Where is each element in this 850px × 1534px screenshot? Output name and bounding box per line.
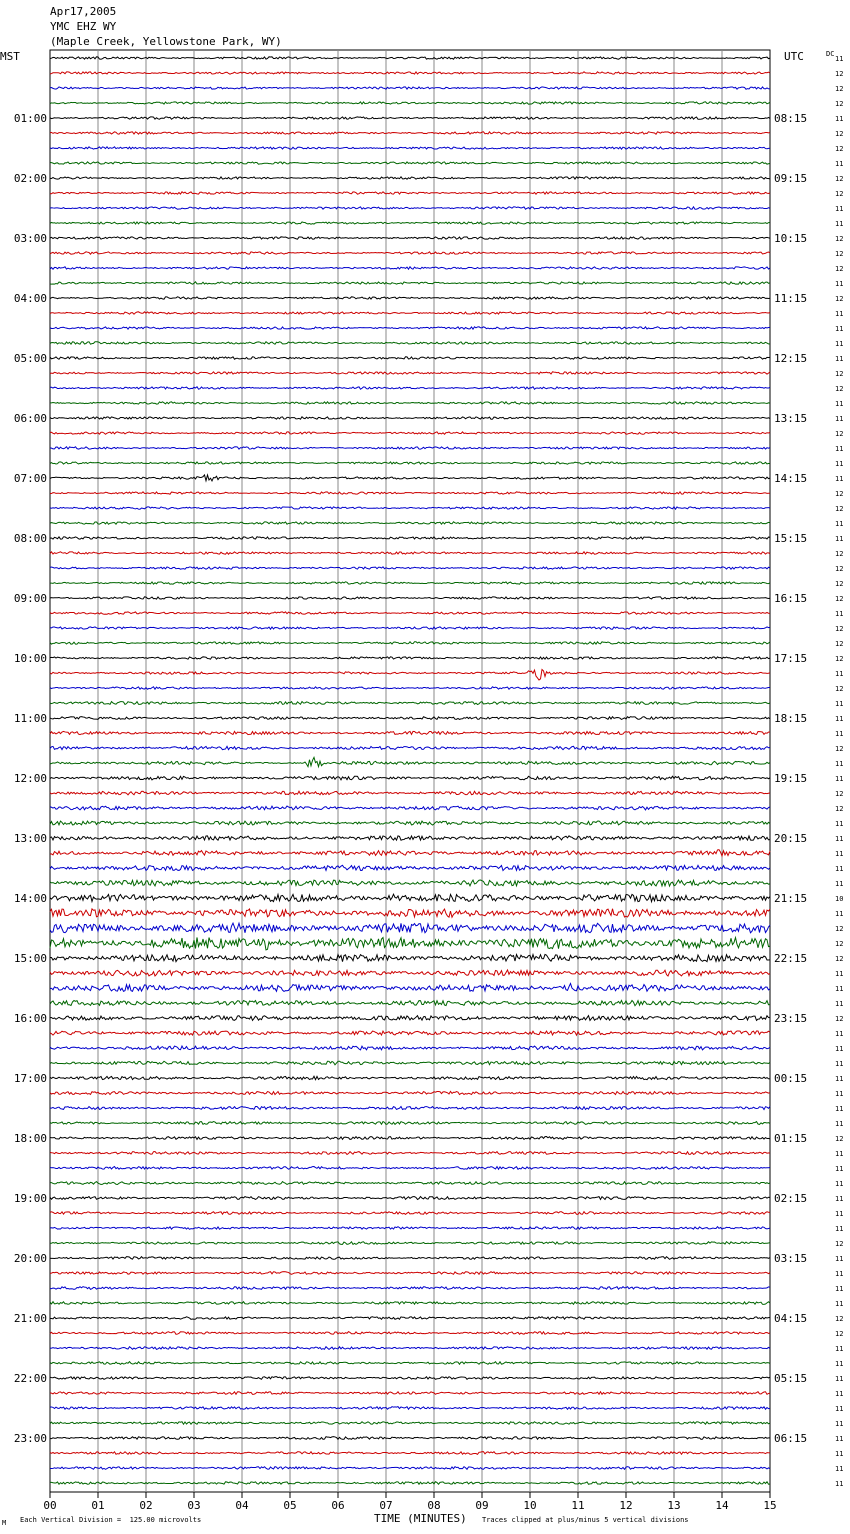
seismic-trace: [50, 821, 770, 825]
seismic-trace: [50, 1167, 770, 1170]
x-tick-label: 11: [571, 1499, 585, 1512]
trace-value-label: 11: [835, 1375, 844, 1383]
trace-value-label: 11: [835, 670, 844, 678]
seismic-trace: [50, 1061, 770, 1065]
trace-value-label: 12: [835, 145, 844, 153]
seismic-trace: [50, 147, 770, 149]
trace-value-label: 12: [835, 430, 844, 438]
mst-time-label: 19:00: [13, 1192, 47, 1205]
trace-value-label: 11: [835, 1300, 844, 1308]
seismic-trace: [50, 1482, 770, 1485]
trace-value-label: 11: [835, 700, 844, 708]
trace-value-label: 11: [835, 1180, 844, 1188]
utc-time-label: 18:15: [774, 712, 808, 725]
utc-time-label: 20:15: [774, 832, 808, 845]
trace-value-label: 11: [835, 520, 844, 528]
x-tick-label: 08: [427, 1499, 441, 1512]
plot-date: Apr17,2005: [50, 5, 117, 18]
footer-clip: Traces clipped at plus/minus 5 vertical divisions: [482, 1516, 689, 1524]
trace-value-label: 11: [835, 340, 844, 348]
mst-time-label: 17:00: [13, 1072, 47, 1085]
seismic-trace: [50, 836, 770, 840]
seismic-trace: [50, 1242, 770, 1245]
trace-value-label: 11: [835, 310, 844, 318]
x-tick-label: 12: [619, 1499, 633, 1512]
seismic-trace: [50, 402, 770, 404]
mst-time-label: 03:00: [13, 232, 47, 245]
seismic-trace: [50, 1467, 770, 1470]
trace-value-label: 11: [835, 1435, 844, 1443]
seismic-trace: [50, 222, 770, 224]
seismic-trace: [50, 880, 770, 886]
utc-time-label: 05:15: [774, 1372, 808, 1385]
seismic-trace: [50, 731, 770, 734]
seismic-trace: [50, 669, 770, 680]
trace-value-label: 12: [835, 1240, 844, 1248]
plot-station: YMC EHZ WY: [50, 20, 117, 33]
trace-value-label: 12: [835, 940, 844, 948]
seismic-trace: [50, 462, 770, 464]
seismic-trace: [50, 1046, 770, 1050]
mst-time-label: 15:00: [13, 952, 47, 965]
utc-time-label: 19:15: [774, 772, 808, 785]
trace-value-label: 11: [835, 1285, 844, 1293]
seismic-trace: [50, 492, 770, 494]
seismic-trace: [50, 757, 770, 766]
seismic-trace: [50, 776, 770, 780]
trace-value-label: 11: [835, 1270, 844, 1278]
trace-value-label: 12: [835, 265, 844, 273]
trace-value-label: 12: [835, 625, 844, 633]
seismic-trace: [50, 297, 770, 299]
x-tick-label: 09: [475, 1499, 489, 1512]
seismic-trace: [50, 522, 770, 524]
trace-value-label: 11: [835, 1165, 844, 1173]
seismic-trace: [50, 417, 770, 419]
trace-value-label: 11: [835, 865, 844, 873]
trace-value-label: 12: [835, 595, 844, 603]
trace-value-label: 12: [835, 580, 844, 588]
utc-time-label: 15:15: [774, 532, 808, 545]
seismic-trace: [50, 237, 770, 239]
seismic-trace: [50, 507, 770, 509]
mst-time-label: 01:00: [13, 112, 47, 125]
trace-value-label: 12: [835, 565, 844, 573]
seismic-trace: [50, 582, 770, 584]
trace-value-label: 12: [835, 1135, 844, 1143]
mst-time-label: 14:00: [13, 892, 47, 905]
utc-time-label: 04:15: [774, 1312, 808, 1325]
trace-value-label: 11: [835, 1030, 844, 1038]
utc-time-label: 10:15: [774, 232, 808, 245]
trace-value-label: 11: [835, 160, 844, 168]
utc-time-label: 02:15: [774, 1192, 808, 1205]
trace-value-label: 11: [835, 1210, 844, 1218]
seismic-trace: [50, 1212, 770, 1215]
mst-time-label: 11:00: [13, 712, 47, 725]
trace-value-label: 12: [835, 370, 844, 378]
seismic-trace: [50, 612, 770, 614]
trace-value-label: 12: [835, 745, 844, 753]
x-tick-label: 14: [715, 1499, 729, 1512]
trace-value-label: 11: [835, 400, 844, 408]
trace-value-label: 11: [835, 715, 844, 723]
trace-value-label: 12: [835, 385, 844, 393]
utc-time-label: 13:15: [774, 412, 808, 425]
trace-value-label: 11: [835, 1465, 844, 1473]
trace-value-label: 11: [835, 1225, 844, 1233]
trace-value-label: 12: [835, 685, 844, 693]
utc-time-label: 01:15: [774, 1132, 808, 1145]
mst-time-label: 02:00: [13, 172, 47, 185]
x-tick-label: 01: [91, 1499, 105, 1512]
utc-time-label: 21:15: [774, 892, 808, 905]
utc-time-label: 08:15: [774, 112, 808, 125]
trace-value-label: 11: [835, 460, 844, 468]
trace-value-label: 12: [835, 655, 844, 663]
mst-time-label: 12:00: [13, 772, 47, 785]
trace-value-label: 11: [835, 1105, 844, 1113]
seismic-trace: [50, 342, 770, 344]
seismic-trace: [50, 1377, 770, 1380]
trace-value-label: 12: [835, 175, 844, 183]
trace-value-label: 11: [835, 415, 844, 423]
seismic-trace: [50, 1152, 770, 1155]
seismic-trace: [50, 252, 770, 254]
trace-value-label: 12: [835, 130, 844, 138]
seismic-trace: [50, 1016, 770, 1021]
seismic-trace: [50, 1392, 770, 1395]
x-tick-label: 02: [139, 1499, 153, 1512]
seismic-trace: [50, 937, 770, 950]
trace-value-label: 12: [835, 505, 844, 513]
seismic-trace: [50, 1452, 770, 1455]
seismic-trace: [50, 702, 770, 705]
x-axis-title: TIME (MINUTES): [374, 1512, 467, 1525]
trace-value-label: 11: [835, 535, 844, 543]
trace-value-label: 11: [835, 880, 844, 888]
mst-time-label: 20:00: [13, 1252, 47, 1265]
seismic-trace: [50, 162, 770, 164]
x-tick-label: 04: [235, 1499, 249, 1512]
trace-value-label: 11: [835, 55, 844, 63]
trace-value-label: 12: [835, 925, 844, 933]
x-tick-label: 06: [331, 1499, 345, 1512]
utc-time-label: 09:15: [774, 172, 808, 185]
seismic-trace: [50, 327, 770, 329]
x-tick-label: 15: [763, 1499, 777, 1512]
trace-value-label: 11: [835, 220, 844, 228]
seismic-trace: [50, 475, 770, 481]
utc-time-label: 17:15: [774, 652, 808, 665]
trace-value-label: 11: [835, 1480, 844, 1488]
seismic-trace: [50, 72, 770, 74]
seismic-trace: [50, 1091, 770, 1094]
trace-value-label: 11: [835, 835, 844, 843]
seismic-trace: [50, 970, 770, 976]
mst-time-label: 16:00: [13, 1012, 47, 1025]
seismic-trace: [50, 1422, 770, 1425]
trace-value-label: 11: [835, 205, 844, 213]
trace-value-label: 12: [835, 955, 844, 963]
mst-time-label: 22:00: [13, 1372, 47, 1385]
seismic-trace: [50, 627, 770, 629]
trace-value-label: 11: [835, 1450, 844, 1458]
seismic-trace: [50, 894, 770, 901]
seismic-trace: [50, 717, 770, 720]
trace-value-label: 11: [835, 475, 844, 483]
seismic-trace: [50, 57, 770, 59]
trace-value-label: 11: [835, 1420, 844, 1428]
seismic-trace: [50, 567, 770, 569]
seismic-trace: [50, 850, 770, 856]
utc-time-label: 06:15: [774, 1432, 808, 1445]
utc-time-label: 23:15: [774, 1012, 808, 1025]
trace-value-label: 11: [835, 985, 844, 993]
trace-value-label: 12: [835, 70, 844, 78]
trace-value-label: 11: [835, 1405, 844, 1413]
seismic-trace: [50, 1437, 770, 1440]
utc-time-label: 14:15: [774, 472, 808, 485]
seismic-trace: [50, 1122, 770, 1125]
seismic-trace: [50, 372, 770, 374]
trace-value-label: 12: [835, 790, 844, 798]
trace-value-label: 12: [835, 100, 844, 108]
mst-time-label: 05:00: [13, 352, 47, 365]
seismic-trace: [50, 312, 770, 314]
x-tick-label: 05: [283, 1499, 297, 1512]
dc-label: DC: [826, 50, 835, 58]
seismic-trace: [50, 1407, 770, 1410]
right-axis-label: UTC: [784, 50, 804, 63]
x-tick-label: 07: [379, 1499, 393, 1512]
seismic-trace: [50, 282, 770, 284]
seismic-trace: [50, 954, 770, 961]
trace-value-label: 11: [835, 1060, 844, 1068]
trace-value-label: 12: [835, 85, 844, 93]
trace-value-label: 12: [835, 1015, 844, 1023]
seismic-trace: [50, 1287, 770, 1290]
trace-value-label: 11: [835, 820, 844, 828]
seismic-trace: [50, 657, 770, 659]
trace-value-label: 11: [835, 1255, 844, 1263]
seismic-trace: [50, 102, 770, 104]
trace-value-label: 11: [835, 730, 844, 738]
trace-value-label: 12: [835, 1315, 844, 1323]
trace-value-label: 11: [835, 760, 844, 768]
seismic-trace: [50, 1137, 770, 1140]
seismic-trace: [50, 192, 770, 194]
trace-value-label: 11: [835, 775, 844, 783]
trace-value-label: 12: [835, 250, 844, 258]
utc-time-label: 16:15: [774, 592, 808, 605]
trace-value-label: 12: [835, 490, 844, 498]
utc-time-label: 12:15: [774, 352, 808, 365]
seismic-trace: [50, 177, 770, 179]
trace-value-label: 11: [835, 1195, 844, 1203]
seismic-trace: [50, 1197, 770, 1200]
mst-time-label: 23:00: [13, 1432, 47, 1445]
trace-value-label: 12: [835, 805, 844, 813]
trace-value-label: 12: [835, 190, 844, 198]
seismic-trace: [50, 1347, 770, 1350]
trace-value-label: 12: [835, 640, 844, 648]
trace-value-label: 11: [835, 280, 844, 288]
mst-time-label: 06:00: [13, 412, 47, 425]
utc-time-label: 22:15: [774, 952, 808, 965]
mst-time-label: 09:00: [13, 592, 47, 605]
seismic-trace: [50, 267, 770, 269]
seismic-trace: [50, 984, 770, 992]
plot-location: (Maple Creek, Yellowstone Park, WY): [50, 35, 282, 48]
utc-time-label: 00:15: [774, 1072, 808, 1085]
trace-value-label: 11: [835, 1345, 844, 1353]
trace-value-label: 11: [835, 610, 844, 618]
trace-value-label: 11: [835, 1075, 844, 1083]
seismic-trace: [50, 1031, 770, 1035]
seismic-trace: [50, 865, 770, 870]
trace-value-label: 11: [835, 970, 844, 978]
trace-value-label: 12: [835, 295, 844, 303]
trace-value-label: 11: [835, 910, 844, 918]
trace-value-label: 12: [835, 550, 844, 558]
seismic-trace: [50, 909, 770, 917]
seismic-trace: [50, 642, 770, 644]
footer-scale: Each Vertical Division = 125.00 microvolts: [20, 1516, 202, 1524]
seismic-trace: [50, 357, 770, 359]
left-axis-label: MST: [0, 50, 20, 63]
seismic-trace: [50, 746, 770, 749]
mst-time-label: 08:00: [13, 532, 47, 545]
mst-time-label: 04:00: [13, 292, 47, 305]
x-tick-label: 03: [187, 1499, 201, 1512]
seismic-trace: [50, 1106, 770, 1109]
trace-value-label: 11: [835, 115, 844, 123]
seismic-trace: [50, 1302, 770, 1305]
seismic-trace: [50, 387, 770, 389]
mst-time-label: 13:00: [13, 832, 47, 845]
seismic-trace: [50, 597, 770, 599]
seismic-trace: [50, 806, 770, 810]
x-tick-label: 13: [667, 1499, 681, 1512]
trace-value-label: 11: [835, 325, 844, 333]
trace-value-label: 11: [835, 1045, 844, 1053]
utc-time-label: 03:15: [774, 1252, 808, 1265]
mst-time-label: 07:00: [13, 472, 47, 485]
mst-time-label: 18:00: [13, 1132, 47, 1145]
seismic-trace: [50, 1257, 770, 1260]
trace-value-label: 11: [835, 445, 844, 453]
seismic-trace: [50, 1272, 770, 1275]
trace-value-label: 11: [835, 1360, 844, 1368]
mst-time-label: 10:00: [13, 652, 47, 665]
trace-value-label: 11: [835, 850, 844, 858]
trace-value-label: 12: [835, 1330, 844, 1338]
seismic-trace: [50, 1362, 770, 1365]
trace-value-label: 11: [835, 1090, 844, 1098]
seismic-trace: [50, 537, 770, 539]
seismic-trace: [50, 207, 770, 209]
seismic-trace: [50, 1182, 770, 1185]
trace-value-label: 11: [835, 1390, 844, 1398]
seismic-trace: [50, 87, 770, 89]
trace-value-label: 11: [835, 1000, 844, 1008]
seismic-trace: [50, 132, 770, 134]
footer-mark: M: [2, 1519, 7, 1527]
trace-value-label: 11: [835, 1120, 844, 1128]
seismic-trace: [50, 687, 770, 689]
utc-time-label: 11:15: [774, 292, 808, 305]
seismic-trace: [50, 117, 770, 119]
trace-value-label: 10: [835, 895, 844, 903]
x-tick-label: 00: [43, 1499, 57, 1512]
mst-time-label: 21:00: [13, 1312, 47, 1325]
seismic-trace: [50, 432, 770, 434]
seismic-trace: [50, 791, 770, 795]
seismic-trace: [50, 552, 770, 554]
seismic-trace: [50, 1227, 770, 1230]
trace-value-label: 11: [835, 355, 844, 363]
seismic-trace: [50, 923, 770, 933]
seismic-trace: [50, 1076, 770, 1079]
seismic-trace: [50, 1317, 770, 1320]
x-tick-label: 10: [523, 1499, 537, 1512]
seismic-trace: [50, 1332, 770, 1335]
trace-value-label: 11: [835, 1150, 844, 1158]
seismic-trace: [50, 447, 770, 449]
trace-value-label: 12: [835, 235, 844, 243]
seismic-trace: [50, 1000, 770, 1005]
